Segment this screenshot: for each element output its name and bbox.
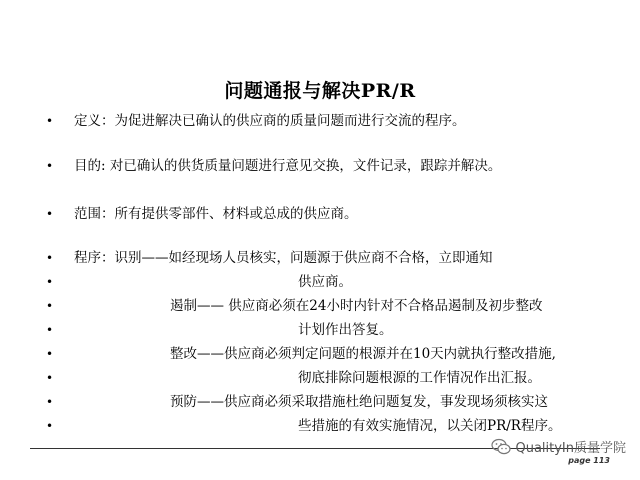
list-item-prevention-cont xyxy=(0,416,640,436)
list-item-containment-cont xyxy=(0,320,640,340)
footer-credit-text: QualityIn质量学院 xyxy=(515,441,626,456)
bullet: • xyxy=(46,207,54,221)
list-item-text: 彻底排除问题根源的工作情况作出汇报。 xyxy=(298,370,541,386)
list-item-correction xyxy=(0,344,640,364)
list-item-procedure-identify xyxy=(0,248,640,268)
bullet: • xyxy=(46,347,54,361)
bullet: • xyxy=(46,299,54,313)
list-item-text: 目的: 对已确认的供货质量问题进行意见交换，文件记录，跟踪并解决。 xyxy=(74,158,502,174)
list-item-text: 遏制—— 供应商必须在24小时内针对不合格品遏制及初步整改 xyxy=(170,298,543,314)
list-item-correction-cont xyxy=(0,368,640,388)
bullet: • xyxy=(46,323,54,337)
list-item-text: 供应商。 xyxy=(298,274,352,290)
wechat-icon xyxy=(491,438,511,456)
list-item-scope xyxy=(0,204,640,224)
page-number: page 113 xyxy=(568,456,610,465)
list-item-procedure-identify-cont xyxy=(0,272,640,292)
footer-credit xyxy=(491,437,626,456)
slide-title: 问题通报与解决PR/R xyxy=(224,80,416,102)
bullet: • xyxy=(46,251,54,265)
bullet: • xyxy=(46,275,54,289)
bullet: • xyxy=(46,395,54,409)
list-item-text: 些措施的有效实施情况，以关闭PR/R程序。 xyxy=(298,418,562,434)
list-item-text: 定义：为促进解决已确认的供应商的质量问题而进行交流的程序。 xyxy=(74,113,466,129)
bullet: • xyxy=(46,419,54,433)
list-item-definition xyxy=(0,111,640,131)
list-item-prevention xyxy=(0,392,640,412)
list-item-purpose xyxy=(0,156,640,176)
list-item-text: 程序：识别——如经现场人员核实，问题源于供应商不合格，立即通知 xyxy=(74,250,493,266)
list-item-text: 预防——供应商必须采取措施杜绝问题复发，事发现场须核实这 xyxy=(170,394,548,410)
list-item-text: 整改——供应商必须判定问题的根源并在10天内就执行整改措施, xyxy=(170,346,556,362)
bullet: • xyxy=(46,114,54,128)
list-item-text: 范围：所有提供零部件、材料或总成的供应商。 xyxy=(74,206,358,222)
bullet: • xyxy=(46,159,54,173)
list-item-containment xyxy=(0,296,640,316)
list-item-text: 计划作出答复。 xyxy=(298,322,393,338)
bullet: • xyxy=(46,371,54,385)
